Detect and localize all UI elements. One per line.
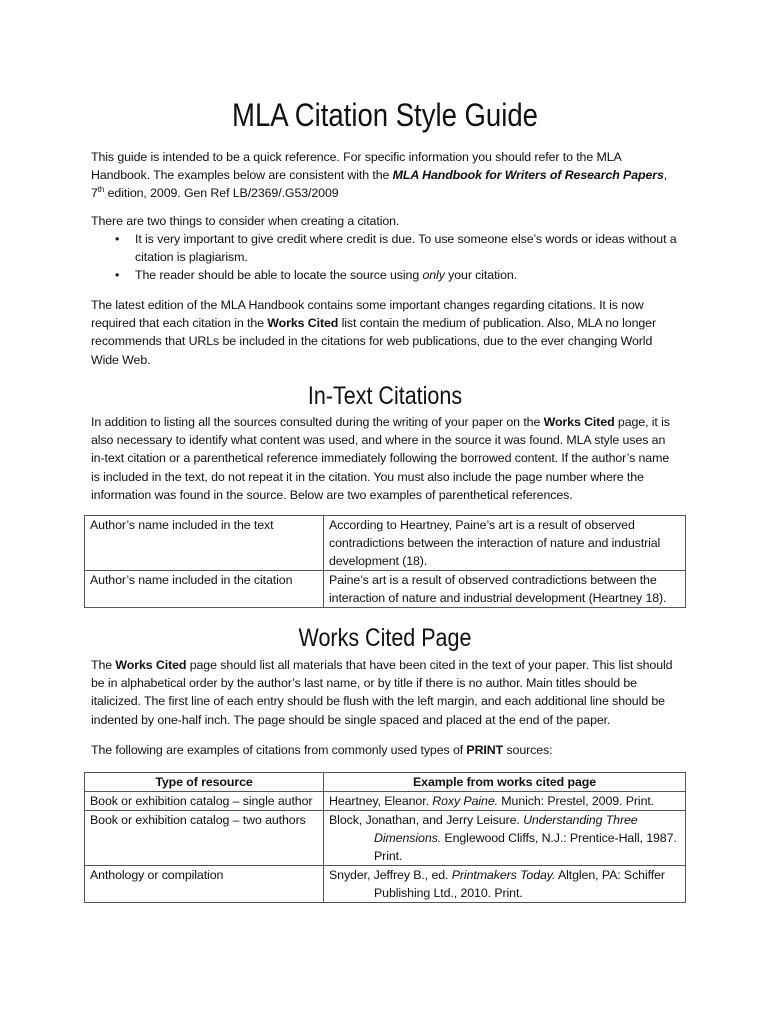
works-text: page should list all materials that have been cited in the text of your paper. This list should be in alphabetical order by the author’s last name, or by title if there is no author. Main titles should be italicized. The first line of each entry should be flush with the left margin, and each additional line should be indented by one-half inch. The page should be single spaced and placed at the end of the paper. <box>91 658 673 727</box>
works-heading: Works Cited Page <box>298 624 472 652</box>
table-cell-example <box>324 792 686 811</box>
table-cell-type: Book or exhibition catalog – single author <box>85 792 324 811</box>
table-cell-type: Book or exhibition catalog – two authors <box>85 811 324 866</box>
print-lead <box>91 741 681 759</box>
intro-paragraph <box>91 148 681 203</box>
header-example: Example from works cited page <box>324 773 686 792</box>
table-row <box>85 571 686 608</box>
intext-text: In addition to listing all the sources consulted during the writing of your paper on the <box>91 415 544 429</box>
table-cell-example <box>324 866 686 903</box>
list-item <box>91 230 691 266</box>
table-cell-label: Author’s name included in the text <box>85 516 324 571</box>
citation-author: Snyder, Jeffrey B., ed. <box>329 868 452 882</box>
table-cell-type: Anthology or compilation <box>85 866 324 903</box>
citation-continuation <box>329 829 680 865</box>
citation-rest: Munich: Prestel, 2009. Print. <box>497 794 655 808</box>
citation-rest: Altglen, PA: Schiffer <box>555 868 665 882</box>
works-text-0: The <box>91 658 116 672</box>
intext-heading: In-Text Citations <box>307 382 463 410</box>
print-sources-table <box>84 772 686 903</box>
table-cell-label: Author’s name included in the citation <box>85 571 324 608</box>
intro-text: This guide is intended to be a quick reference. For specific information you should refer to the MLA Handbook. The examples below are consistent with the <box>91 150 621 183</box>
latest-text-2: list contain the medium of publication. Also, MLA no longer recommends that URLs be included in the citations for web publications, due to the ever changing World Wide Web. <box>91 316 656 367</box>
intext-paragraph <box>91 413 681 504</box>
consider-list <box>91 230 691 285</box>
citation-author: Block, Jonathan, and Jerry Leisure. <box>329 813 524 827</box>
intro-text-2: , 7 <box>91 168 668 201</box>
consider-lead: There are two things to consider when creating a citation. <box>91 214 400 228</box>
bullet-text-tail: your citation. <box>444 268 517 283</box>
handbook-title: MLA Handbook for Writers of Research Papers <box>392 168 664 183</box>
bullet-text: It is very important to give credit where credit is due. To use someone else’s words or ideas without a citation is plagiarism. <box>135 232 677 265</box>
table-cell-example: Paine’s art is a result of observed contradictions between the interaction of nature and industrial development (Heartney 18). <box>324 571 686 608</box>
citation-author: Heartney, Eleanor. <box>329 794 433 808</box>
latest-text: The latest edition of the MLA Handbook contains some important changes regarding citations. It is now required that each citation in the <box>91 298 644 331</box>
latest-paragraph <box>91 296 681 369</box>
page-title: MLA Citation Style Guide <box>232 97 538 133</box>
citation-title: Understanding Three <box>523 813 638 827</box>
intext-table <box>84 515 686 608</box>
header-type: Type of resource <box>85 773 324 792</box>
table-header-row <box>85 773 686 792</box>
bullet-emphasis: only <box>422 268 445 283</box>
table-row <box>85 792 686 811</box>
citation-rest: Englewood Cliffs, N.J.: Prentice-Hall, 1987. Print. <box>374 831 677 863</box>
table-cell-example <box>324 811 686 866</box>
bullet-text: The reader should be able to locate the source using <box>135 268 423 283</box>
intext-bold: Works Cited <box>543 415 615 429</box>
print-tail: sources: <box>503 743 553 757</box>
citation-continuation: Publishing Ltd., 2010. Print. <box>374 886 523 900</box>
print-lead-text: The following are examples of citations from commonly used types of <box>91 743 467 757</box>
intext-text-2: page, it is also necessary to identify what content was used, and where in the source it was found. MLA style uses an in-text citation or a parenthetical reference immediately following the borrowed content. If the author’s name is included in the text, do not repeat it in the citation. You must also include the page number where the information was found in the source. Below are two examples of parenthetical references. <box>91 415 670 502</box>
table-cell-example: According to Heartney, Paine’s art is a result of observed contradictions between the interaction of nature and industrial development (18). <box>324 516 686 571</box>
edition-superscript: th <box>97 185 105 195</box>
list-item <box>91 266 691 284</box>
citation-title: Printmakers Today. <box>451 868 556 882</box>
works-bold: Works Cited <box>115 658 187 672</box>
table-row <box>85 811 686 866</box>
print-bold: PRINT <box>466 743 504 757</box>
citation-title-2: Dimensions. <box>374 831 442 845</box>
bullet-icon: • <box>115 232 120 246</box>
works-paragraph <box>91 656 681 729</box>
table-row <box>85 866 686 903</box>
bullet-icon: • <box>115 268 120 283</box>
table-row <box>85 516 686 571</box>
citation-title: Roxy Paine. <box>432 794 498 808</box>
latest-bold: Works Cited <box>267 316 339 331</box>
intro-text-3: edition, 2009. Gen Ref LB/2369/.G53/2009 <box>104 186 339 201</box>
